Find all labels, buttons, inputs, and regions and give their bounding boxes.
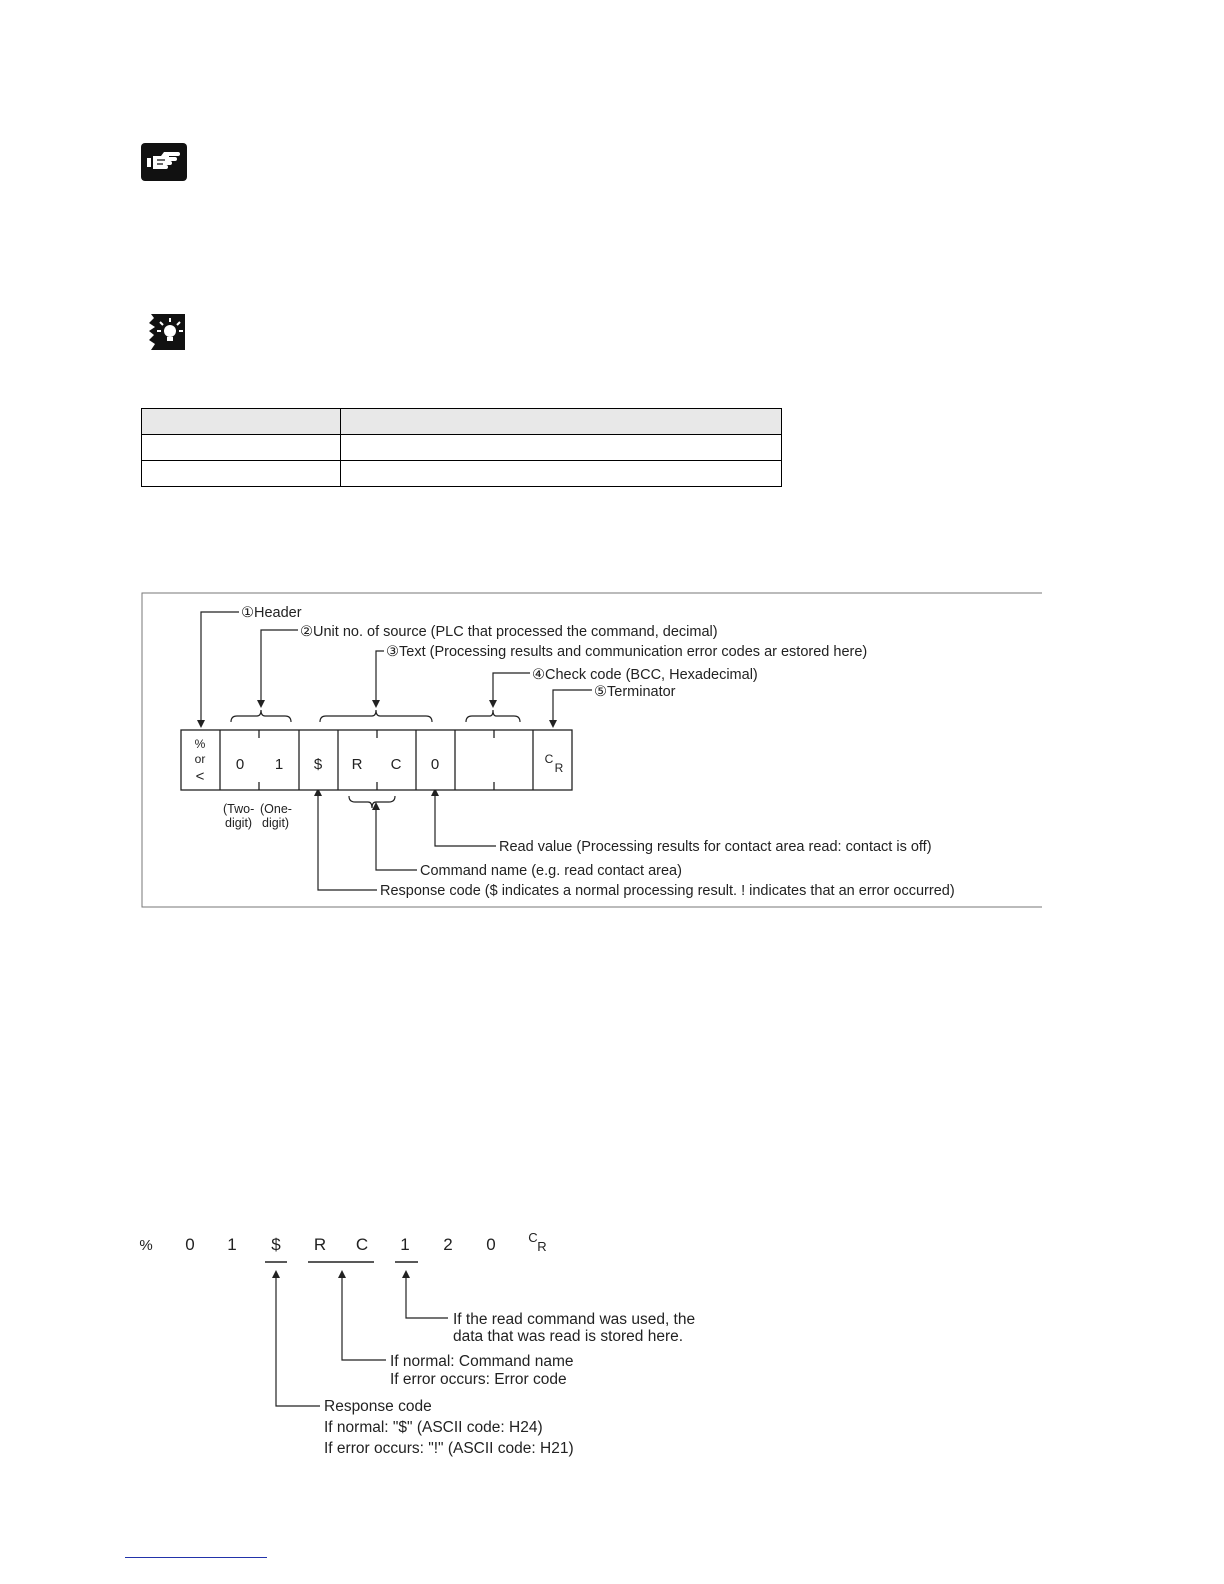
table-cell [341,409,782,435]
response-note-line: If error occurs: "!" (ASCII code: H21) [324,1440,574,1457]
table-cell [142,435,341,461]
seq-char: R [313,1235,327,1254]
light-bulb-icon [147,312,187,357]
read-value-label: Read value (Processing results for contact area read: contact is off) [499,839,932,855]
terminator-c-cell: C [544,752,554,766]
command-note-line: If error occurs: Error code [390,1371,567,1388]
table-header-row [142,409,782,435]
read-value-cell: 0 [430,756,440,773]
info-table [141,408,782,487]
header-or-cell: or [194,752,206,766]
read-note-line: If the read command was used, the [453,1311,696,1328]
response-code-cell: $ [313,756,323,773]
unit-no-label: ②Unit no. of source (PLC that processed the command, decimal) [300,624,718,640]
table-cell [341,435,782,461]
response-format-diagram [141,592,1043,910]
table-row [142,435,782,461]
table-cell [142,461,341,487]
check-code-label: ④Check code (BCC, Hexadecimal) [532,667,758,683]
response-code-label: Response code ($ indicates a normal processing result. ! indicates that an error occurred) [380,883,955,899]
table-row [142,461,782,487]
response-note-line: Response code [324,1398,432,1415]
seq-char: 1 [400,1235,410,1254]
seq-cr-c: C [528,1230,538,1245]
pointing-hand-icon [141,143,187,186]
one-digit-note-1: (One- [260,802,292,816]
table-cell [341,461,782,487]
one-digit-note-2: digit) [262,816,290,830]
seq-char: 0 [486,1235,496,1254]
seq-cr-r: R [537,1239,547,1254]
header-percent-cell: % [194,737,206,751]
footnote-rule [125,1557,267,1558]
unit-digit-2-cell: 1 [274,756,284,773]
text-label: ③Text (Processing results and communication error codes ar estored here) [386,644,868,660]
unit-digit-1-cell: 0 [235,756,245,773]
seq-char: C [355,1235,369,1254]
seq-char: $ [271,1235,281,1254]
seq-char: % [139,1237,153,1254]
two-digit-note-2: digit) [225,816,253,830]
terminator-r-cell: R [554,761,564,775]
command-char-1-cell: R [351,756,363,773]
command-char-2-cell: C [390,756,402,773]
seq-char: 0 [185,1235,195,1254]
response-note-line: If normal: "$" (ASCII code: H24) [324,1419,543,1436]
header-label: ①Header [241,605,302,621]
two-digit-note-1: (Two- [223,802,255,816]
header-lt-cell: < [195,768,205,785]
table-cell [142,409,341,435]
terminator-label: ⑤Terminator [594,684,676,700]
command-name-label: Command name (e.g. read contact area) [420,863,682,879]
command-note-line: If normal: Command name [390,1353,574,1370]
read-note-line: data that was read is stored here. [453,1328,684,1345]
seq-char: 2 [443,1235,453,1254]
example-response-diagram [130,1220,750,1470]
seq-char: 1 [227,1235,237,1254]
